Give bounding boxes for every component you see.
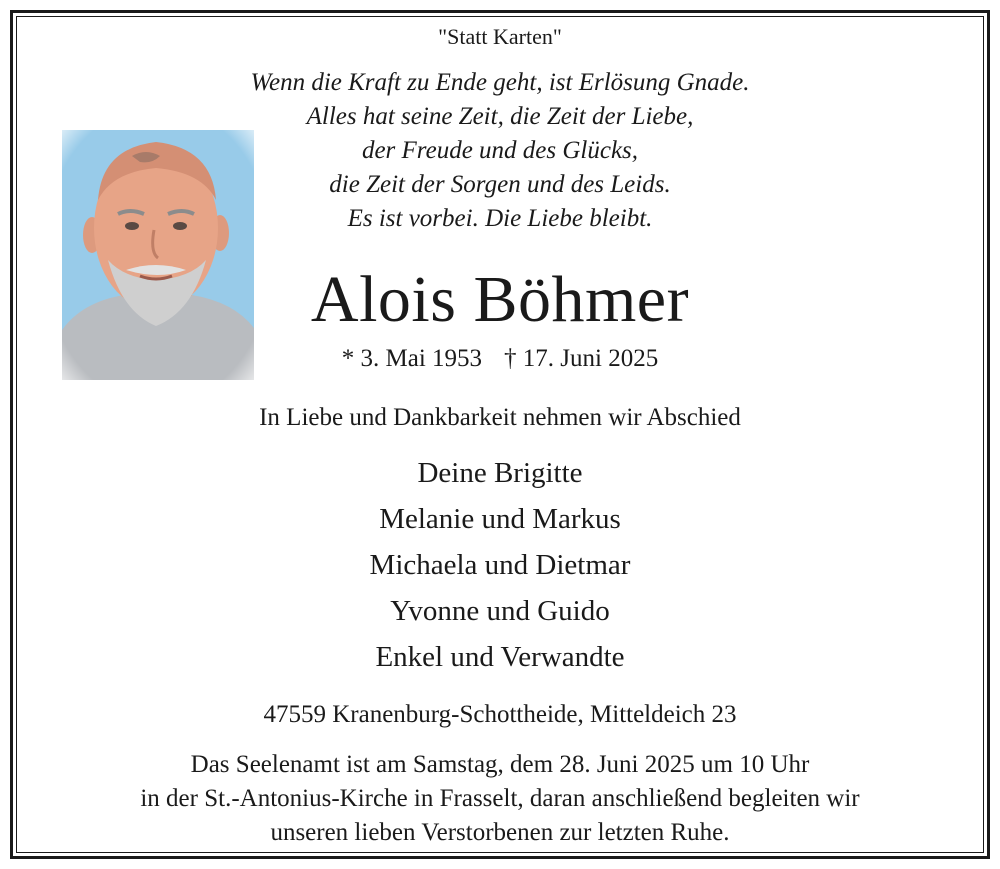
- death-date: † 17. Juni 2025: [504, 345, 659, 372]
- mourner-entry: Michaela und Dietmar: [369, 549, 631, 581]
- service-line: unseren lieben Verstorbenen zur letzten Ruhe.: [270, 819, 730, 846]
- mourner-entry: Yvonne und Guido: [390, 595, 610, 627]
- portrait-photo: [62, 130, 254, 380]
- birth-date: * 3. Mai 1953: [341, 345, 483, 372]
- poem-line: Wenn die Kraft zu Ende geht, ist Erlösung Gnade.: [250, 69, 750, 96]
- mourner-entry: Melanie und Markus: [379, 503, 621, 535]
- life-dates: [0, 345, 1000, 373]
- poem-line: der Freude und des Glücks,: [361, 137, 639, 164]
- farewell-intro: In Liebe und Dankbarkeit nehmen wir Abschied: [259, 404, 741, 431]
- family-address: 47559 Kranenburg-Schottheide, Mitteldeich 23: [263, 701, 737, 728]
- deceased-name: Alois Böhmer: [310, 263, 690, 336]
- mourner-entry: Deine Brigitte: [417, 457, 583, 489]
- poem-line: Alles hat seine Zeit, die Zeit der Liebe,: [306, 103, 694, 130]
- mourners-list: [0, 450, 1000, 680]
- mourner-entry: Enkel und Verwandte: [375, 641, 625, 673]
- funeral-service-info: [0, 748, 1000, 850]
- service-line: Das Seelenamt ist am Samstag, dem 28. Juni 2025 um 10 Uhr: [190, 751, 810, 778]
- service-line: in der St.-Antonius-Kirche in Frasselt, daran anschließend begleiten wir: [140, 785, 860, 812]
- portrait-photo-icon: [62, 130, 254, 380]
- poem-line: die Zeit der Sorgen und des Leids.: [329, 171, 671, 198]
- poem-line: Es ist vorbei. Die Liebe bleibt.: [347, 205, 653, 232]
- statt-karten-header: "Statt Karten": [438, 24, 562, 49]
